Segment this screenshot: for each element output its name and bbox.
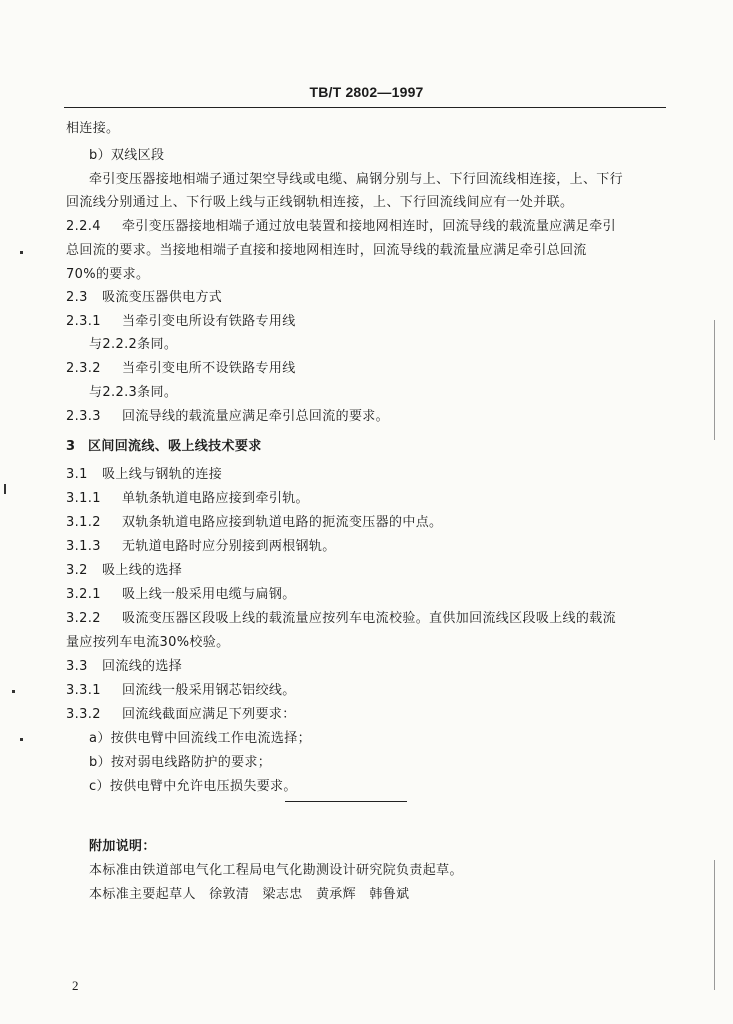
clause-text: 区间回流线、吸上线技术要求 (88, 439, 262, 454)
body-line (89, 171, 623, 189)
clause-number: 3.3.1 (66, 683, 101, 698)
clause-text: 双轨条轨道电路应接到轨道电路的扼流变压器的中点。 (122, 515, 443, 530)
clause-number: 2.3 (66, 290, 88, 305)
body-line (66, 266, 149, 284)
standard-code-header: TB/T 2802—1997 (309, 84, 424, 100)
body-line (66, 634, 229, 652)
body-line (66, 289, 222, 307)
clause-text: 牵引变压器接地相端子通过架空导线或电缆、扁钢分别与上、下行回流线相连接，上、下行 (89, 172, 624, 187)
body-line (66, 218, 616, 236)
clause-text: 牵引变压器接地相端子通过放电装置和接地网相连时，回流导线的载流量应满足牵引 (122, 219, 616, 234)
clause-number: 2.3.3 (66, 409, 101, 424)
body-line (66, 490, 309, 508)
end-rule (285, 801, 407, 802)
clause-text: 回流线的选择 (102, 659, 183, 674)
clause-number: 3.2.1 (66, 587, 101, 602)
clause-text: 回流线一般采用钢芯铝绞线。 (122, 683, 296, 698)
clause-number: 3.1.3 (66, 539, 101, 554)
scan-edge-line (714, 860, 715, 990)
clause-text: 回流导线的载流量应满足牵引总回流的要求。 (122, 409, 390, 424)
body-line (66, 408, 389, 426)
scan-speck (20, 738, 23, 741)
body-line (89, 384, 177, 402)
body-line (66, 242, 587, 260)
body-line (89, 336, 177, 354)
clause-number: 2.3.1 (66, 314, 101, 329)
clause-text: c）按供电臂中允许电压损失要求。 (89, 779, 297, 794)
clause-text: a）按供电臂中回流线工作电流选择； (89, 731, 311, 746)
clause-number: 3.3 (66, 659, 88, 674)
clause-text: b）双线区段 (89, 148, 165, 163)
body-line (66, 586, 296, 604)
body-line (66, 610, 616, 628)
clause-text: b）按对弱电线路防护的要求； (89, 755, 272, 770)
clause-text: 回流线截面应满足下列要求： (122, 707, 296, 722)
body-line (66, 538, 336, 556)
clause-text: 吸上线一般采用电缆与扁钢。 (122, 587, 296, 602)
clause-number: 3.2.2 (66, 611, 101, 626)
body-line (66, 658, 182, 676)
clause-number: 3.3.2 (66, 707, 101, 722)
body-line (66, 514, 442, 532)
clause-text: 与2.2.3条同。 (89, 385, 178, 400)
clause-number: 2.3.2 (66, 361, 101, 376)
clause-number: 3.2 (66, 563, 88, 578)
clause-number: 3.1.1 (66, 491, 101, 506)
clause-text: 当牵引变电所不设铁路专用线 (122, 361, 296, 376)
body-line (89, 778, 297, 796)
clause-text: 回流线分别通过上、下行吸上线与正线钢轨相连接，上、下行回流线间应有一处并联。 (66, 195, 574, 210)
body-line (66, 438, 262, 456)
body-line (66, 562, 182, 580)
clause-number: 3.1.2 (66, 515, 101, 530)
header-rule (64, 107, 666, 108)
clause-text: 相连接。 (66, 121, 120, 136)
body-line (66, 466, 222, 484)
clause-text: 当牵引变电所设有铁路专用线 (122, 314, 296, 329)
clause-text: 70%的要求。 (66, 267, 150, 282)
body-line (89, 730, 311, 748)
body-line (66, 120, 119, 138)
clause-text: 无轨道电路时应分别接到两根钢轨。 (122, 539, 336, 554)
scan-speck (20, 251, 23, 254)
body-line (89, 754, 271, 772)
body-line (89, 147, 164, 165)
clause-text: 量应按列车电流30%校验。 (66, 635, 230, 650)
clause-text: 吸流变压器区段吸上线的载流量应按列车电流校验。直供加回流线区段吸上线的载流 (122, 611, 616, 626)
note-drafters: 本标准主要起草人 徐敦清 梁志忠 黄承辉 韩鲁斌 (89, 887, 410, 902)
body-line (66, 313, 296, 331)
clause-text: 与2.2.2条同。 (89, 337, 178, 352)
scan-speck (12, 690, 15, 693)
clause-text: 单轨条轨道电路应接到牵引轨。 (122, 491, 309, 506)
clause-text: 吸上线与钢轨的连接 (102, 467, 223, 482)
note-drafting-unit: 本标准由铁道部电气化工程局电气化勘测设计研究院负责起草。 (89, 863, 463, 878)
note-title: 附加说明： (89, 839, 156, 854)
body-line (66, 360, 296, 378)
clause-number: 3 (66, 439, 76, 454)
scan-edge-line (714, 320, 715, 440)
body-line (66, 682, 296, 700)
scan-speck (4, 484, 6, 494)
clause-number: 2.2.4 (66, 219, 101, 234)
body-line (66, 194, 573, 212)
clause-text: 总回流的要求。当接地相端子直接和接地网相连时，回流导线的载流量应满足牵引总回流 (66, 243, 587, 258)
clause-text: 吸流变压器供电方式 (102, 290, 223, 305)
clause-text: 吸上线的选择 (102, 563, 183, 578)
page-number: 2 (72, 978, 79, 993)
clause-number: 3.1 (66, 467, 88, 482)
body-line (66, 706, 296, 724)
